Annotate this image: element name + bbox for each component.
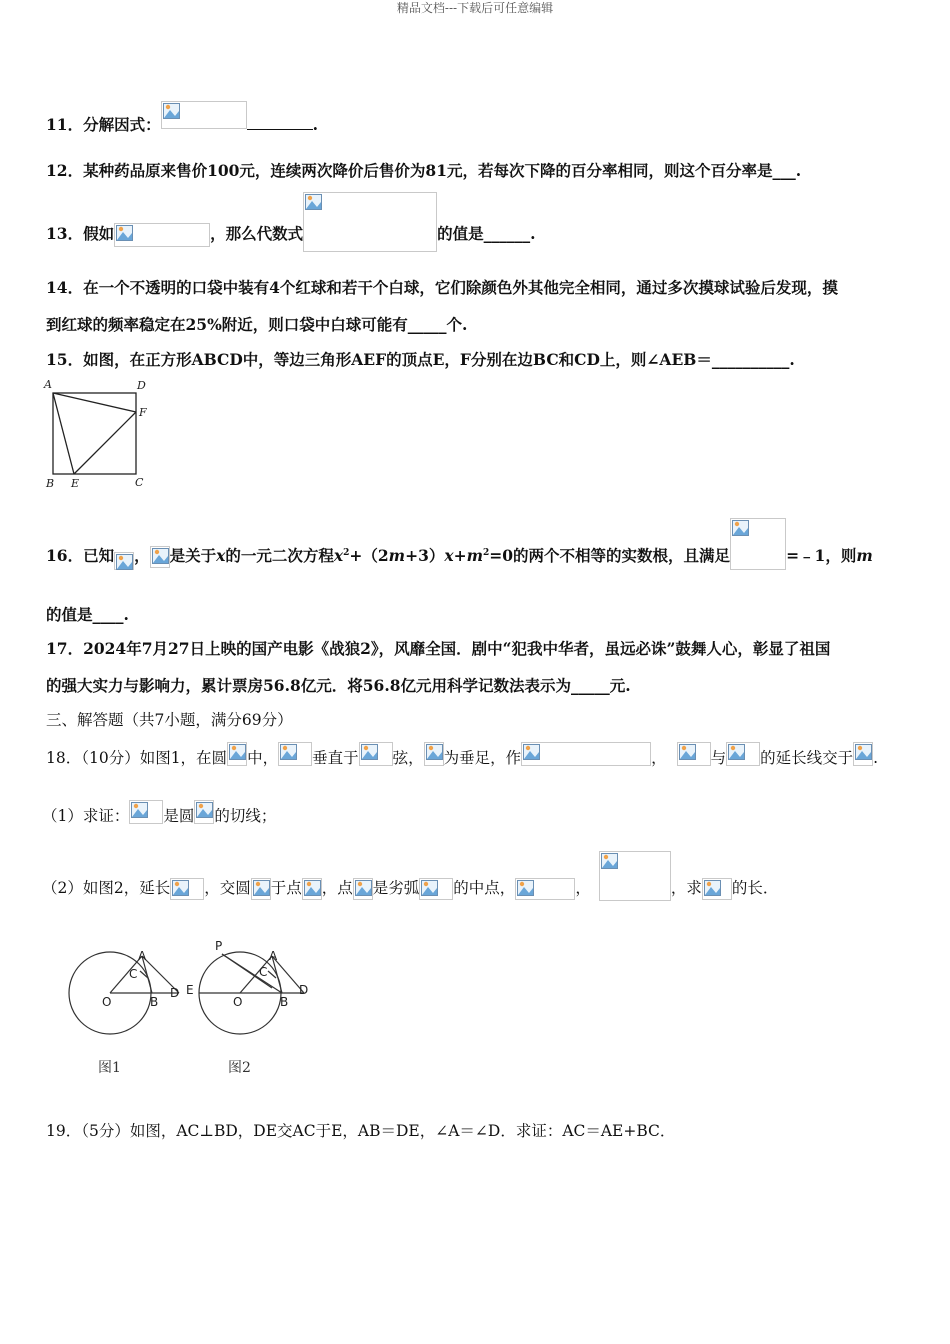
broken-image-icon (305, 194, 322, 210)
formula-image (114, 223, 210, 247)
label-D: D (137, 379, 146, 392)
fig1-label-A: A (138, 949, 147, 963)
fig1-label-C: C (129, 967, 138, 981)
broken-image-icon (704, 880, 721, 896)
formula-image (114, 552, 134, 570)
question-18-part1: （1）求证： 是圆 的切线； (42, 805, 276, 827)
formula-image (521, 742, 651, 766)
formula-image (515, 878, 575, 900)
broken-image-icon (517, 880, 534, 896)
question-19: 19．（5分）如图，AC⊥BD，DE交AC于E，AB＝DE，∠A＝∠D．求证：AC＝AE+BC． (46, 1122, 676, 1140)
formula-image (730, 518, 786, 570)
broken-image-icon (855, 744, 872, 760)
broken-image-icon (131, 802, 148, 818)
fig2-label-B: B (280, 995, 289, 1009)
formula-image (353, 878, 373, 900)
broken-image-icon (253, 880, 270, 896)
broken-image-icon (172, 880, 189, 896)
formula-image (278, 742, 312, 766)
broken-image-icon (355, 880, 372, 896)
broken-image-icon (523, 744, 540, 760)
formula-image (227, 742, 247, 766)
figure-15-square-diagram (40, 376, 160, 492)
fig1-label-B: B (150, 995, 159, 1009)
fig2-label-D: D (299, 983, 309, 997)
label-A: A (44, 378, 52, 391)
label-B: B (46, 477, 55, 490)
broken-image-icon (280, 744, 297, 760)
broken-image-icon (601, 853, 618, 869)
broken-image-icon (304, 880, 321, 896)
question-14-line1: 14．在一个不透明的口袋中装有4个红球和若干个白球，它们除颜色外其他完全相同，通过多次摸球试验后发现，摸 (46, 278, 838, 297)
page-header: 精品文档---下载后可任意编辑 (396, 1, 554, 15)
section-3-title: 三、解答题（共7小题，满分69分） (46, 711, 293, 729)
broken-image-icon (728, 744, 745, 760)
question-15: 15．如图，在正方形ABCD中，等边三角形AEF的顶点E，F分别在边BC和CD上，则∠AEB＝__________. (46, 350, 795, 369)
label-E: E (71, 477, 80, 490)
formula-image (194, 800, 214, 824)
fig1-label-O: O (102, 995, 112, 1009)
fig2-caption: 图2 (228, 1060, 251, 1076)
broken-image-icon (679, 744, 696, 760)
fig1-caption: 图1 (98, 1060, 121, 1076)
broken-image-icon (152, 548, 169, 564)
question-17-line1: 17．2024年7月27日上映的国产电影《战狼2》，风靡全国．剧中“犯我中华者，虽远必诛”鼓舞人心，彰显了祖国 (46, 639, 831, 658)
broken-image-icon (421, 880, 438, 896)
question-11: 11．分解因式： . (46, 114, 318, 136)
fig2-label-P: P (215, 939, 223, 953)
label-F: F (139, 406, 147, 419)
broken-image-icon (229, 744, 246, 760)
question-14-line2: 到红球的频率稳定在25%附近，则口袋中白球可能有_____个. (46, 315, 468, 334)
formula-image (677, 742, 711, 766)
formula-image (161, 101, 247, 129)
formula-image (150, 546, 170, 568)
formula-image (599, 851, 671, 901)
broken-image-icon (163, 103, 180, 119)
formula-image (424, 742, 444, 766)
label-C: C (135, 476, 144, 489)
question-13: 13．假如 ，那么代数式 的值是______. (46, 218, 536, 252)
formula-image (251, 878, 271, 900)
fig2-label-A: A (269, 949, 278, 963)
fig2-label-E: E (186, 983, 194, 997)
broken-image-icon (116, 554, 133, 570)
formula-image (302, 878, 322, 900)
broken-image-icon (361, 744, 378, 760)
formula-image (702, 878, 732, 900)
question-12: 12．某种药品原来售价100元，连续两次降价后售价为81元，若每次下降的百分率相同，则这个百分率是___. (46, 161, 802, 180)
broken-image-icon (732, 520, 749, 536)
figure-18-circle-diagrams (60, 936, 330, 1084)
fig2-label-C: C (259, 965, 268, 979)
fig2-label-O: O (233, 995, 243, 1009)
broken-image-icon (116, 225, 133, 241)
formula-image (853, 742, 873, 766)
formula-image (170, 878, 204, 900)
formula-image (419, 878, 453, 900)
broken-image-icon (426, 744, 443, 760)
formula-image (726, 742, 760, 766)
question-18-part2: （2）如图2，延长 ，交圆 于点 ，点 是劣弧 的中点， ， ，求 的长． (42, 877, 778, 901)
formula-image (129, 800, 163, 824)
broken-image-icon (196, 802, 213, 818)
question-16: 16．已知 ， 是关于x的一元二次方程$x^2+(2m+3)x+m^2=0$的两个不相等的实数根，且满足 =﹣1，则m (46, 542, 873, 570)
formula-image (359, 742, 393, 766)
formula-image (303, 192, 437, 252)
fig1-label-D: D (170, 986, 180, 1000)
question-17-line2: 的强大实力与影响力，累计票房56.8亿元．将56.8亿元用科学记数法表示为_____元. (46, 676, 631, 695)
question-18: 18．（10分）如图1，在圆 中， 垂直于 弦， 为垂足，作 ， 与 的延长线交于 . (46, 747, 878, 769)
question-16-line2: 的值是____. (46, 605, 129, 624)
